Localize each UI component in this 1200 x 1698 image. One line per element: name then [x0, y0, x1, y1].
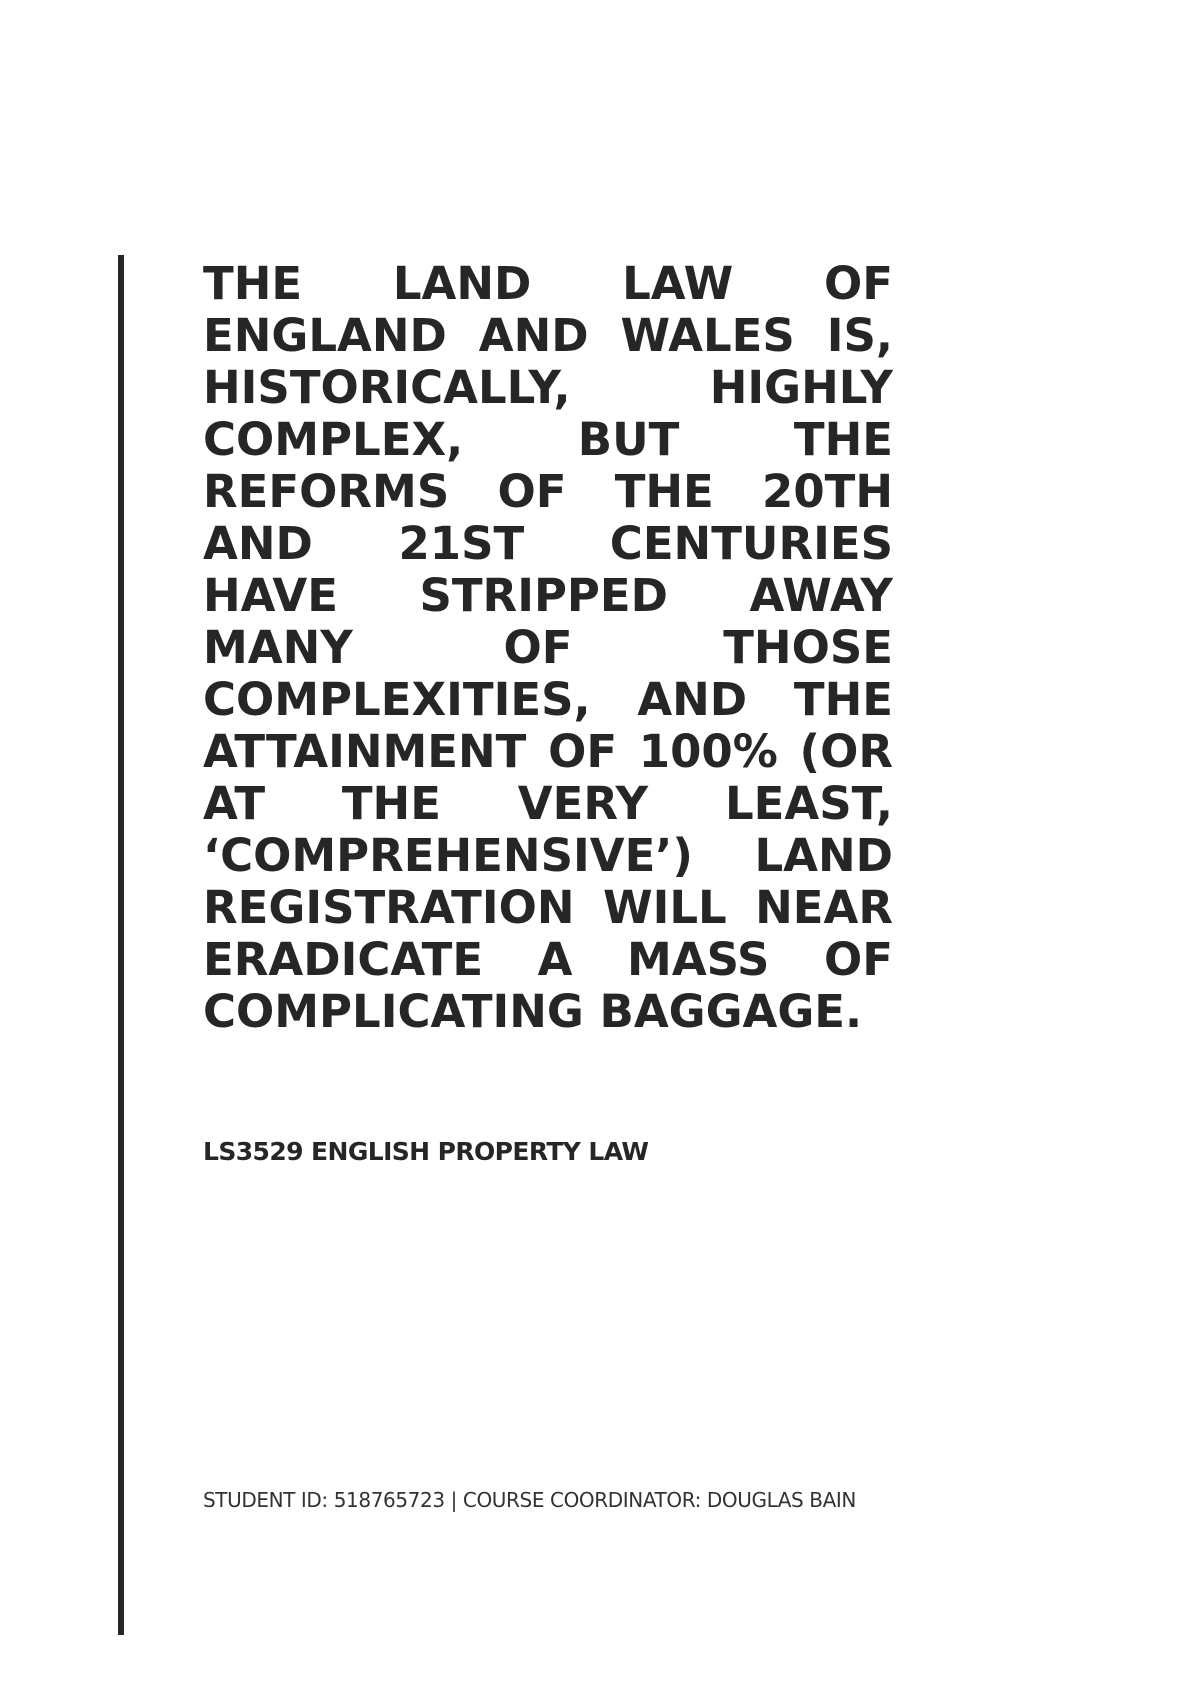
course-subtitle: LS3529 ENGLISH PROPERTY LAW [203, 1137, 649, 1166]
student-course-info: STUDENT ID: 518765723 | COURSE COORDINATOR: DOUGLAS BAIN [203, 1488, 856, 1512]
cover-title: THE LAND LAW OF ENGLAND AND WALES IS, HISTORICALLY, HIGHLY COMPLEX, BUT THE REFORMS OF THE 20TH AND 21ST CENTURIES HAVE STRIPPED AWAY MANY OF THOSE COMPLEXITIES, AND THE ATTAINMENT OF 100% (OR AT THE VERY LEAST, ‘COMPREHENSIVE’) LAND REGISTRATION WILL NEAR ERADICATE A MASS OF COMPLICATING BAGGAGE. [203, 257, 893, 1038]
cover-side-rule [118, 255, 124, 1635]
